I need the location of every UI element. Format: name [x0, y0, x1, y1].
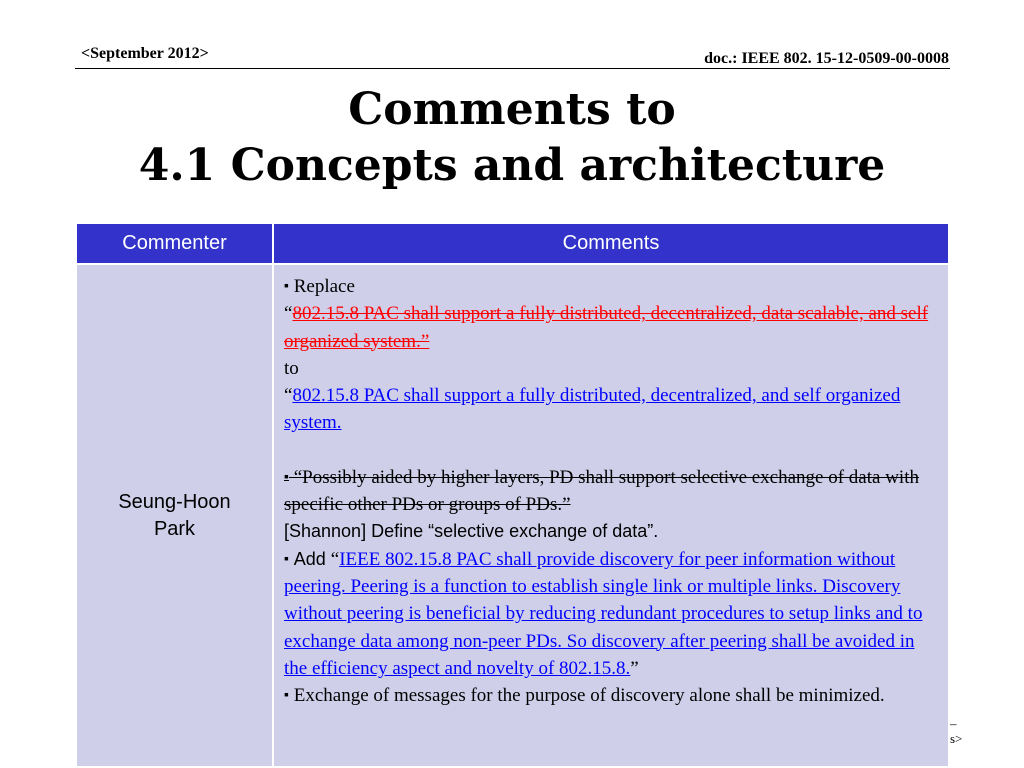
shannon-note: [Shannon] Define “selective exchange of data”.	[284, 521, 659, 542]
add-block	[284, 546, 940, 682]
bullet-icon: ▪	[284, 279, 289, 294]
footer-line-1: –	[950, 716, 957, 731]
title-line-1: Comments to	[348, 84, 676, 135]
comment-cell	[273, 264, 949, 767]
header-date: <September 2012>	[81, 45, 209, 62]
open-quote: “	[284, 385, 293, 407]
new-text-block	[284, 382, 940, 437]
struck-quote-block	[284, 464, 940, 519]
close-quote: ”	[630, 657, 639, 679]
table-header-row	[76, 223, 949, 264]
struck-quote-text: “Possibly aided by higher layers, PD shall support selective exchange of data with specific other PDs or groups of PDs.”	[284, 466, 919, 516]
open-quote: “	[330, 548, 340, 570]
add-label: Add	[293, 548, 331, 569]
exchange-text: Exchange of messages for the purpose of discovery alone shall be minimized.	[288, 685, 885, 707]
inserted-text: 802.15.8 PAC shall support a fully distributed, decentralized, and self organized system.	[284, 385, 901, 434]
replace-label: Replace	[293, 276, 355, 297]
spacer	[284, 437, 940, 464]
column-header-commenter: Commenter	[76, 223, 273, 264]
add-text: IEEE 802.15.8 PAC shall provide discovery for peer information without peering. Peering is a function to establish single link or multiple links. Discovery without peering is beneficial by reducing redundant procedures to setup links and to exchange data among non-peer PDs. So discovery after peering shall be avoided in the efficiency aspect and novelty of 802.15.8.	[284, 548, 923, 679]
footer-fragment	[950, 716, 962, 746]
title-line-2: 4.1 Concepts and architecture	[138, 140, 886, 191]
header-divider	[75, 68, 950, 69]
deleted-text: 802.15.8 PAC shall support a fully distributed, decentralized, data scalable, and self organized system.”	[284, 303, 929, 352]
commenter-name-line-2: Park	[153, 517, 196, 540]
commenter-cell	[76, 264, 273, 767]
footer-line-2: s>	[950, 731, 963, 746]
column-header-comments: Comments	[273, 223, 949, 264]
commenter-name-line-1: Seung-Hoon	[118, 490, 231, 513]
comments-table	[75, 222, 950, 768]
slide-title	[0, 82, 1024, 194]
exchange-block	[284, 682, 940, 709]
bullet-icon: ▪	[284, 551, 289, 567]
to-label: to	[284, 357, 299, 379]
replace-line	[284, 273, 940, 300]
bullet-icon: ▪	[284, 469, 289, 485]
bullet-icon: ▪	[284, 688, 289, 704]
old-text-block	[284, 300, 940, 355]
table-row	[76, 264, 949, 767]
open-quote: “	[284, 303, 293, 325]
header-doc-number: doc.: IEEE 802. 15-12-0509-00-0008	[704, 50, 949, 67]
